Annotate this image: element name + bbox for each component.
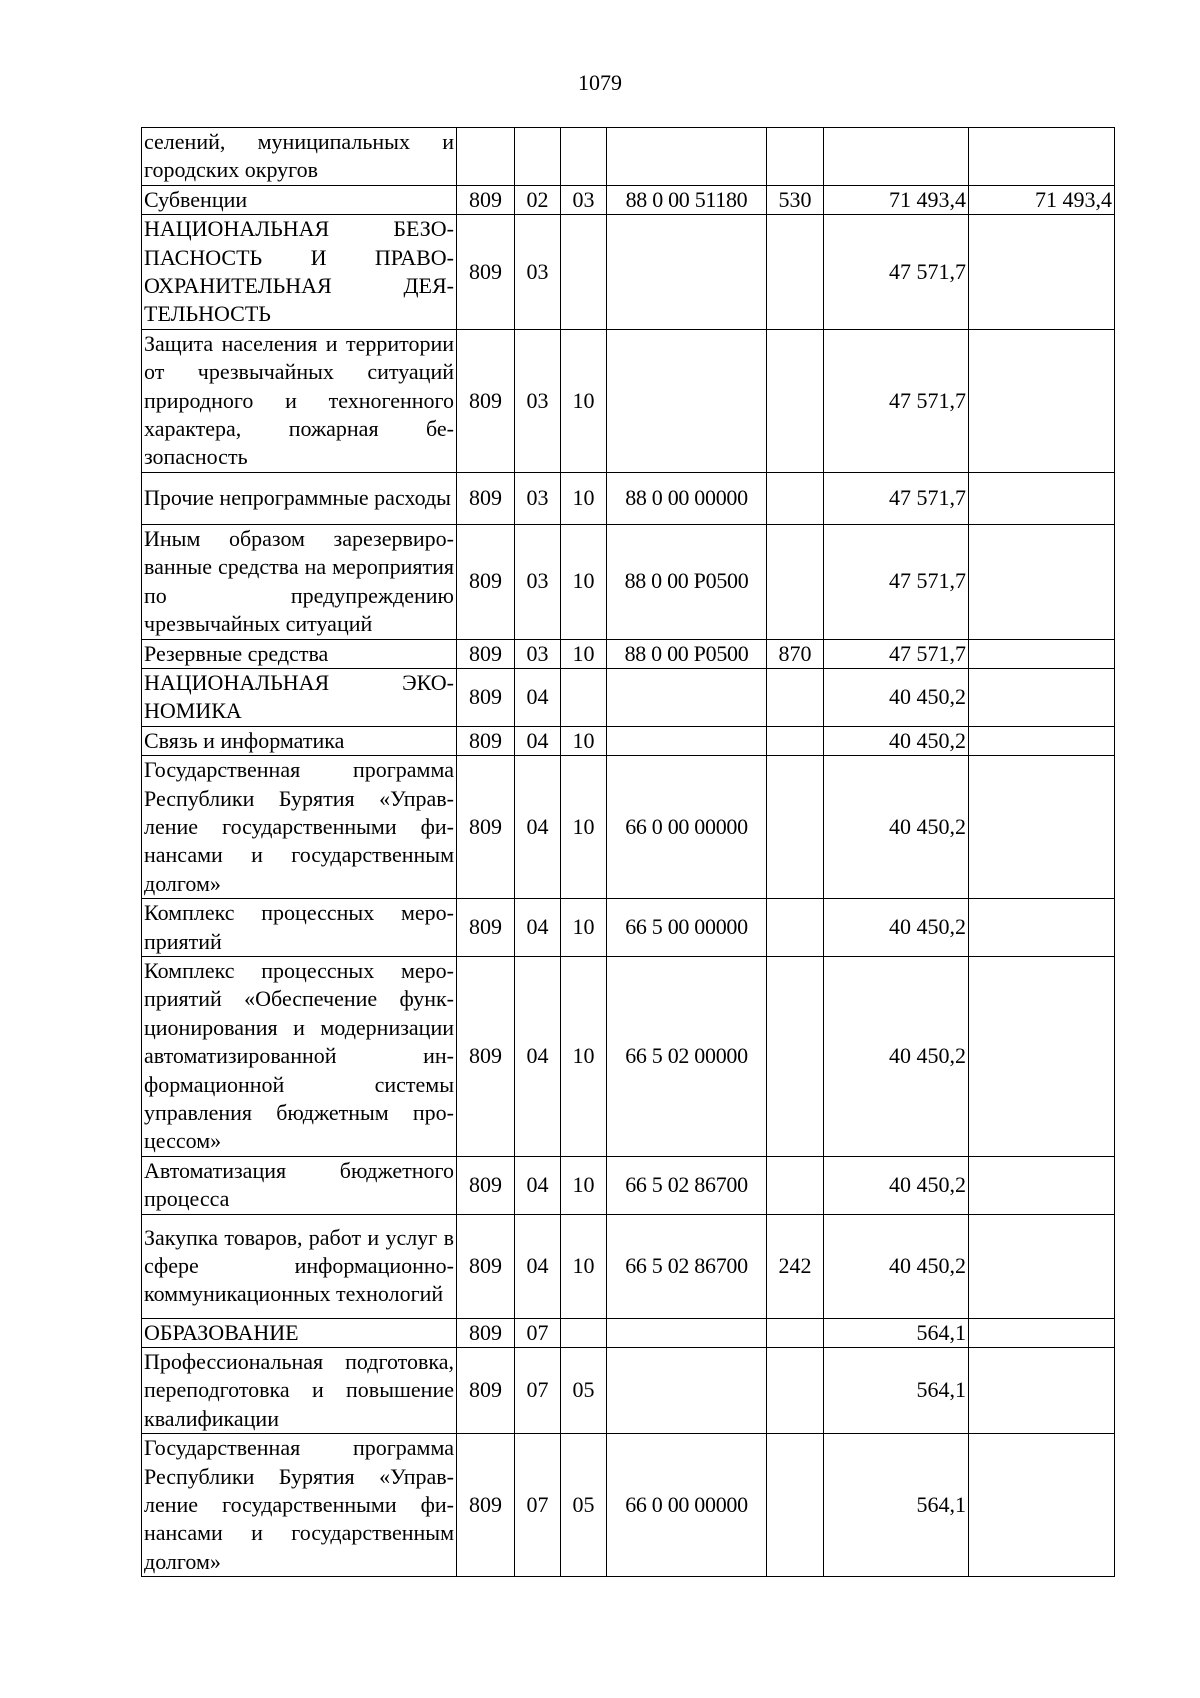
section-code-cell: 04 [515,726,561,755]
row-name-cell: Связь и информатика [142,726,457,755]
ministry-code-cell: 809 [457,472,515,524]
amount-cell: 40 450,2 [824,756,969,899]
expense-type-cell [767,1348,824,1434]
ministry-code-cell: 809 [457,956,515,1156]
row-name-cell: Комплекс процессных мероприятий «Обеспечение функционирования и модернизации автоматизированной информационной системы управления бюджетным процессом» [142,956,457,1156]
target-article-cell: 88 0 00 Р0500 [607,524,767,639]
amount-cell: 40 450,2 [824,899,969,957]
target-article-cell: 66 0 00 00000 [607,1434,767,1577]
row-name-cell: Государственная программа Республики Бурятия «Управление государственными финансами и государственным долгом» [142,756,457,899]
expense-type-cell [767,215,824,330]
section-code-cell: 04 [515,668,561,726]
expense-type-cell [767,956,824,1156]
target-article-cell [607,329,767,472]
amount-subvention-cell [969,1434,1115,1577]
subsection-code-cell: 05 [561,1348,607,1434]
subsection-code-cell: 05 [561,1434,607,1577]
row-name-cell: селений, муниципальных и городских округов [142,128,457,186]
ministry-code-cell: 809 [457,1348,515,1434]
amount-cell: 40 450,2 [824,1156,969,1214]
amount-cell: 47 571,7 [824,215,969,330]
section-code-cell: 04 [515,899,561,957]
subsection-code-cell: 10 [561,899,607,957]
row-name-cell: Резервные средства [142,639,457,668]
expense-type-cell [767,128,824,186]
ministry-code-cell: 809 [457,1434,515,1577]
target-article-cell: 66 5 02 00000 [607,956,767,1156]
row-name-cell: Автоматизация бюджетного процесса [142,1156,457,1214]
expense-type-cell [767,668,824,726]
target-article-cell: 88 0 00 00000 [607,472,767,524]
table-row [142,668,1115,726]
target-article-cell [607,1348,767,1434]
table-row [142,1156,1115,1214]
ministry-code-cell: 809 [457,726,515,755]
subsection-code-cell: 10 [561,756,607,899]
amount-subvention-cell [969,329,1115,472]
budget-table [141,127,1115,1577]
row-name-cell: Прочие непрограммные расходы [142,472,457,524]
section-code-cell: 03 [515,639,561,668]
amount-subvention-cell [969,524,1115,639]
expense-type-cell [767,1434,824,1577]
ministry-code-cell: 809 [457,756,515,899]
target-article-cell: 66 5 02 86700 [607,1156,767,1214]
ministry-code-cell: 809 [457,1318,515,1347]
subsection-code-cell [561,668,607,726]
expense-type-cell [767,329,824,472]
subsection-code-cell: 10 [561,639,607,668]
table-row [142,1214,1115,1318]
section-code-cell: 03 [515,524,561,639]
target-article-cell [607,215,767,330]
table-row [142,639,1115,668]
amount-subvention-cell: 71 493,4 [969,185,1115,214]
subsection-code-cell [561,1318,607,1347]
table-row [142,185,1115,214]
expense-type-cell [767,472,824,524]
expense-type-cell [767,756,824,899]
amount-cell: 47 571,7 [824,639,969,668]
amount-cell: 40 450,2 [824,668,969,726]
table-row [142,128,1115,186]
ministry-code-cell: 809 [457,185,515,214]
amount-subvention-cell [969,668,1115,726]
ministry-code-cell [457,128,515,186]
amount-subvention-cell [969,1318,1115,1347]
section-code-cell: 03 [515,329,561,472]
section-code-cell: 04 [515,956,561,1156]
amount-subvention-cell [969,726,1115,755]
section-code-cell: 03 [515,472,561,524]
amount-cell: 40 450,2 [824,956,969,1156]
row-name-cell: НАЦИОНАЛЬНАЯ ЭКОНОМИКА [142,668,457,726]
amount-cell: 564,1 [824,1348,969,1434]
amount-subvention-cell [969,1156,1115,1214]
subsection-code-cell [561,128,607,186]
ministry-code-cell: 809 [457,1156,515,1214]
ministry-code-cell: 809 [457,524,515,639]
target-article-cell [607,1318,767,1347]
amount-subvention-cell [969,956,1115,1156]
target-article-cell: 66 0 00 00000 [607,756,767,899]
row-name-cell: Субвенции [142,185,457,214]
section-code-cell: 07 [515,1318,561,1347]
section-code-cell: 04 [515,1214,561,1318]
amount-subvention-cell [969,899,1115,957]
row-name-cell: Комплекс процессных мероприятий [142,899,457,957]
expense-type-cell: 530 [767,185,824,214]
table-row [142,215,1115,330]
amount-cell [824,128,969,186]
subsection-code-cell: 10 [561,956,607,1156]
amount-cell: 40 450,2 [824,1214,969,1318]
table-row [142,1434,1115,1577]
expense-type-cell [767,1318,824,1347]
page-number: 1079 [578,70,622,95]
target-article-cell [607,668,767,726]
amount-subvention-cell [969,215,1115,330]
row-name-cell: Закупка товаров, работ и услуг в сфере информационно-коммуникационных технологий [142,1214,457,1318]
row-name-cell: Профессиональная подготовка, переподготовка и повышение квалификации [142,1348,457,1434]
target-article-cell: 88 0 00 51180 [607,185,767,214]
table-row [142,524,1115,639]
expense-type-cell [767,726,824,755]
ministry-code-cell: 809 [457,668,515,726]
ministry-code-cell: 809 [457,215,515,330]
table-row [142,899,1115,957]
target-article-cell [607,726,767,755]
table-row [142,1318,1115,1347]
target-article-cell: 66 5 02 86700 [607,1214,767,1318]
ministry-code-cell: 809 [457,639,515,668]
table-row [142,726,1115,755]
subsection-code-cell: 10 [561,329,607,472]
amount-cell: 564,1 [824,1434,969,1577]
section-code-cell: 03 [515,215,561,330]
expense-type-cell [767,899,824,957]
target-article-cell [607,128,767,186]
amount-cell: 71 493,4 [824,185,969,214]
amount-subvention-cell [969,128,1115,186]
subsection-code-cell: 03 [561,185,607,214]
amount-cell: 47 571,7 [824,524,969,639]
ministry-code-cell: 809 [457,1214,515,1318]
row-name-cell: Иным образом зарезервированные средства на мероприятия по предупреждению чрезвычайных ситуаций [142,524,457,639]
target-article-cell: 66 5 00 00000 [607,899,767,957]
table-row [142,472,1115,524]
section-code-cell: 04 [515,1156,561,1214]
row-name-cell: Государственная программа Республики Бурятия «Управление государственными финансами и государственным долгом» [142,1434,457,1577]
amount-subvention-cell [969,639,1115,668]
amount-subvention-cell [969,1348,1115,1434]
amount-subvention-cell [969,1214,1115,1318]
expense-type-cell: 242 [767,1214,824,1318]
table-row [142,329,1115,472]
amount-cell: 47 571,7 [824,472,969,524]
amount-cell: 47 571,7 [824,329,969,472]
section-code-cell: 02 [515,185,561,214]
subsection-code-cell [561,215,607,330]
amount-subvention-cell [969,756,1115,899]
amount-subvention-cell [969,472,1115,524]
table-row [142,1348,1115,1434]
amount-cell: 40 450,2 [824,726,969,755]
row-name-cell: НАЦИОНАЛЬНАЯ БЕЗОПАСНОСТЬ И ПРАВООХРАНИТЕЛЬНАЯ ДЕЯТЕЛЬНОСТЬ [142,215,457,330]
expense-type-cell [767,524,824,639]
amount-cell: 564,1 [824,1318,969,1347]
subsection-code-cell: 10 [561,472,607,524]
table-row [142,756,1115,899]
section-code-cell: 04 [515,756,561,899]
table-row [142,956,1115,1156]
subsection-code-cell: 10 [561,524,607,639]
subsection-code-cell: 10 [561,1214,607,1318]
expense-type-cell [767,1156,824,1214]
subsection-code-cell: 10 [561,1156,607,1214]
section-code-cell: 07 [515,1348,561,1434]
section-code-cell [515,128,561,186]
row-name-cell: Защита населения и территории от чрезвычайных ситуаций природного и техногенного характера, пожарная безопасность [142,329,457,472]
table-body [142,128,1115,1577]
subsection-code-cell: 10 [561,726,607,755]
ministry-code-cell: 809 [457,329,515,472]
expense-type-cell: 870 [767,639,824,668]
target-article-cell: 88 0 00 Р0500 [607,639,767,668]
row-name-cell: ОБРАЗОВАНИЕ [142,1318,457,1347]
section-code-cell: 07 [515,1434,561,1577]
ministry-code-cell: 809 [457,899,515,957]
